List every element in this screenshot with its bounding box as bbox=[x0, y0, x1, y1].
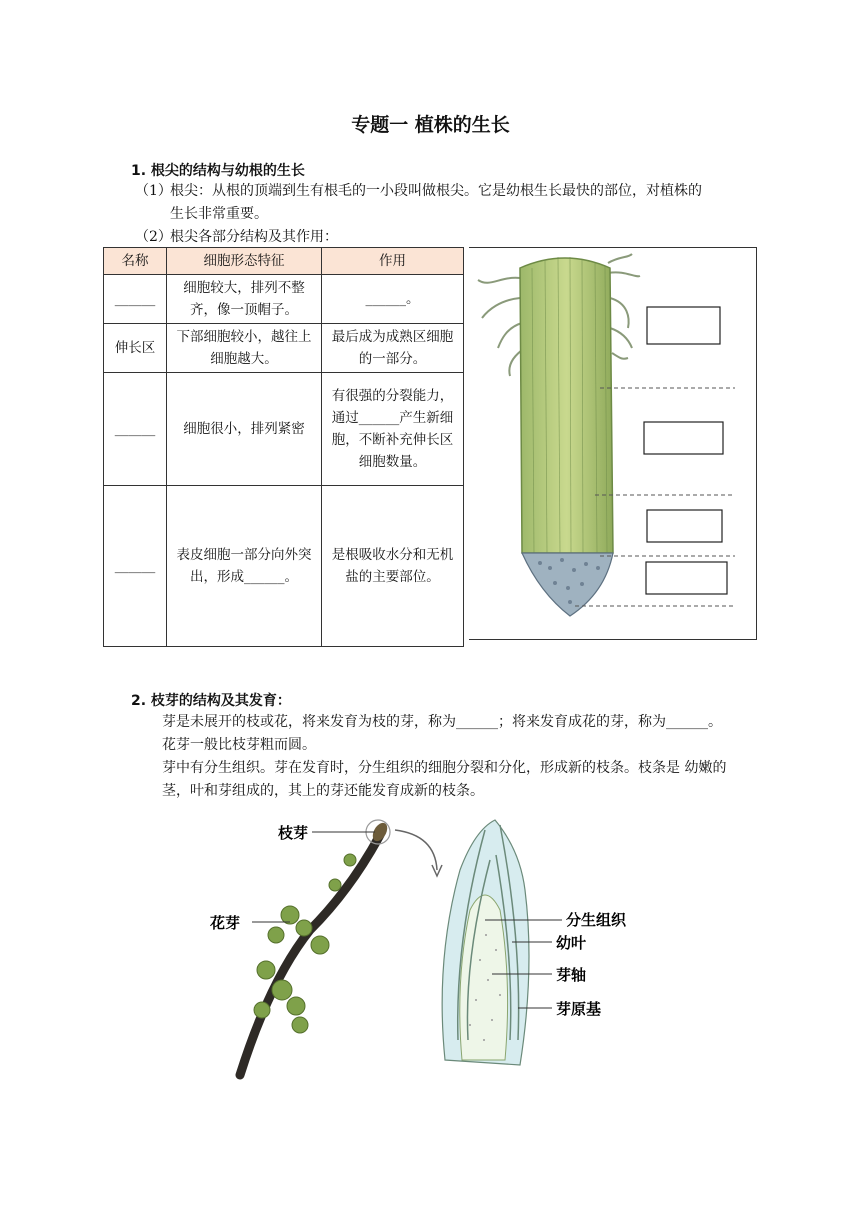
cell-function: ______。 bbox=[322, 275, 464, 324]
cell-feature: 细胞很小，排列紧密 bbox=[167, 373, 322, 486]
bud-illustration bbox=[200, 810, 660, 1085]
cell-name: 伸长区 bbox=[104, 324, 167, 373]
label-bud-axis: 芽轴 bbox=[556, 966, 587, 984]
item2-text: 根尖各部分结构及其作用： bbox=[170, 229, 338, 245]
answer-box bbox=[646, 562, 727, 594]
cell-feature: 细胞较大，排列不整齐，像一顶帽子。 bbox=[167, 275, 322, 324]
label-young-leaf: 幼叶 bbox=[556, 934, 587, 952]
label-bud-primordium: 芽原基 bbox=[556, 1000, 602, 1018]
branch bbox=[240, 835, 380, 1075]
cell-function: 最后成为成熟区细胞的一部分。 bbox=[322, 324, 464, 373]
item1-line2: 生长非常重要。 bbox=[170, 206, 268, 222]
answer-box bbox=[644, 422, 723, 454]
header-name: 名称 bbox=[104, 248, 167, 275]
section2-line1: 芽是未展开的枝或花，将来发育为枝的芽，称为______；将来发育成花的芽，称为______。 bbox=[162, 714, 722, 730]
label-meristem: 分生组织 bbox=[566, 911, 627, 929]
table-row bbox=[104, 373, 464, 486]
cell-feature: 表皮细胞一部分向外突出，形成______。 bbox=[167, 486, 322, 647]
table-row bbox=[104, 324, 464, 373]
cell-name: ______ bbox=[104, 486, 167, 647]
item1-number: （1） bbox=[135, 183, 172, 199]
section2-heading: 2. 枝芽的结构及其发育： bbox=[131, 693, 291, 709]
table-row bbox=[104, 275, 464, 324]
header-function: 作用 bbox=[322, 248, 464, 275]
answer-box bbox=[647, 510, 722, 542]
section1-heading: 1. 根尖的结构与幼根的生长 bbox=[131, 163, 305, 179]
cell-feature: 下部细胞较小，越往上细胞越大。 bbox=[167, 324, 322, 373]
cell-name: ______ bbox=[104, 275, 167, 324]
page-title: 专题一 植株的生长 bbox=[351, 114, 510, 136]
cell-function: 是根吸收水分和无机盐的主要部位。 bbox=[322, 486, 464, 647]
cell-name: ______ bbox=[104, 373, 167, 486]
answer-box bbox=[647, 307, 720, 344]
table-row bbox=[104, 486, 464, 647]
root-cap bbox=[522, 553, 613, 616]
header-feature: 细胞形态特征 bbox=[167, 248, 322, 275]
section2-line4: 茎，叶和芽组成的，其上的芽还能发育成新的枝条。 bbox=[162, 783, 484, 799]
label-flower-bud: 花芽 bbox=[210, 914, 241, 932]
cell-function: 有很强的分裂能力，通过______产生新细胞，不断补充伸长区细胞数量。 bbox=[322, 373, 464, 486]
item1-line1: 根尖：从根的顶端到生有根毛的一小段叫做根尖。它是幼根生长最快的部位，对植株的 bbox=[170, 183, 702, 199]
root-tip-illustration bbox=[470, 248, 756, 638]
item2-number: （2） bbox=[135, 229, 172, 245]
section2-line3: 芽中有分生组织。芽在发育时，分生组织的细胞分裂和分化，形成新的枝条。枝条是 幼嫩的 bbox=[162, 760, 727, 776]
section2-line2: 花芽一般比枝芽粗而圆。 bbox=[162, 737, 316, 753]
label-branch-bud: 枝芽 bbox=[278, 824, 309, 842]
root-tip-table bbox=[103, 247, 464, 647]
